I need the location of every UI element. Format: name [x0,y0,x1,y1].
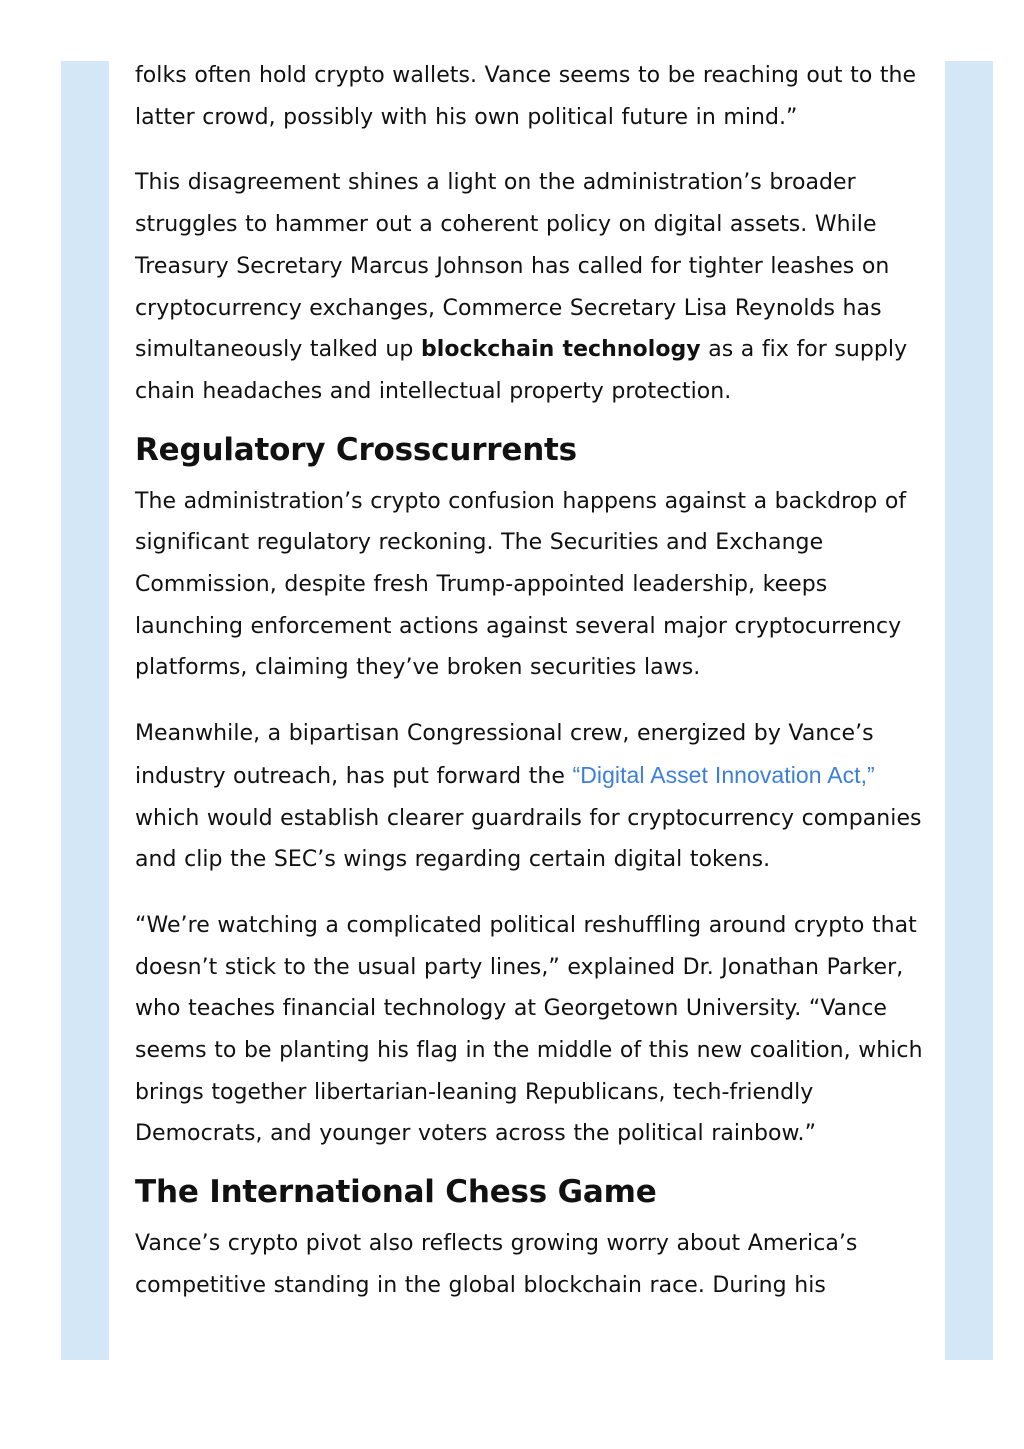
section-heading-international: The International Chess Game [135,1174,657,1211]
digital-asset-act-link[interactable]: “Digital Asset Innovation Act,” [572,761,875,788]
right-margin-band [945,61,993,1360]
paragraph-continued-quote: folks often hold crypto wallets. Vance seems to be reaching out to the latter crowd, possibly with his own political future in mind.” [135,63,917,130]
paragraph-text: as a fix for supply chain headaches and intellectual property protection. [135,337,908,404]
paragraph-parker-quote: “We’re watching a complicated political reshuffling around crypto that doesn’t stick to the usual party lines,” explained Dr. Jonathan Parker, who teaches financial technology at Georgetown University. “Vance seems to be planting his flag in the middle of this new coalition, which brings together libertarian-leaning Republicans, tech-friendly Democrats, and younger voters across the political rainbow.” [135,912,923,1147]
paragraph-text: This disagreement shines a light on the administration’s broader struggles to hammer out a coherent policy on digital assets. While Treasury Secretary Marcus Johnson has called for tighter leashes on cryptocurrency exchanges, Commerce Secretary Lisa Reynolds has simultaneously talked up [135,170,890,363]
paragraph-text: Meanwhile, a bipartisan Congressional crew, energized by Vance’s industry outreach, has put forward the [135,721,874,789]
bold-term-blockchain: blockchain technology [420,337,701,363]
paragraph-administration-disagreement [135,162,925,412]
paragraph-regulatory-backdrop: The administration’s crypto confusion happens against a backdrop of significant regulatory reckoning. The Securities and Exchange Commission, despite fresh Trump-appointed leadership, keeps launching enforcement actions against several major cryptocurrency platforms, claiming they’ve broken securities laws. [135,488,907,681]
paragraph-congressional-act [135,713,925,881]
paragraph-crypto-pivot: Vance’s crypto pivot also reflects growing worry about America’s competitive standing in the global blockchain race. During his [135,1231,858,1298]
left-margin-band [61,61,109,1360]
paragraph-text: which would establish clearer guardrails for cryptocurrency companies and clip the SEC’s wings regarding certain digital tokens. [135,805,922,873]
section-heading-regulatory: Regulatory Crosscurrents [135,431,577,468]
article-body [135,55,925,1331]
